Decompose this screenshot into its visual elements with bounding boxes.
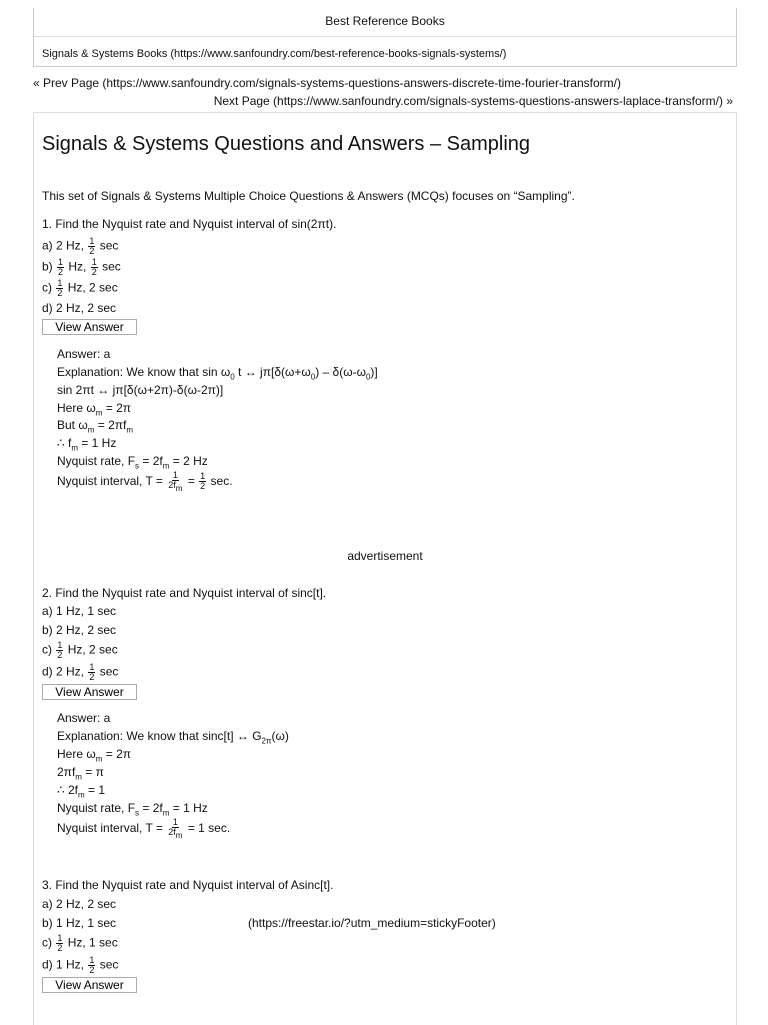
q2-explanation-line: ∴ $2f_m = 1$ [57, 783, 106, 800]
q2-answer: Answer: a [57, 711, 111, 725]
q3-option-c: c) $\frac{1}{2}$ Hz, 1 sec [42, 933, 118, 953]
q2-explanation-line: $2\pi f_m = \pi$ [57, 765, 104, 782]
page-title: Signals & Systems Questions and Answers – Sampling [42, 133, 531, 155]
q2-option-d: d) 2 Hz, $\frac{1}{2}$ sec [42, 662, 119, 682]
q2-explanation-line: Nyquist rate, $F_s = 2f_m = 1$ Hz [57, 801, 208, 818]
best-reference-books-link[interactable]: Best Reference Books [325, 14, 445, 28]
q1-explanation-line: Explanation: We know that $\sin \omega_0$ t ↔ $j\pi[\delta(\omega+\omega_0) - \delta(\omega-\omega_0)]$ [57, 365, 378, 382]
next-page-link[interactable]: Next Page (https://www.sanfoundry.com/signals-systems-questions-answers-laplace-transform/) » [213, 94, 733, 108]
fraction: $\frac{1}{2f_m}$ [168, 470, 183, 493]
q2-option-c: c) $\frac{1}{2}$ Hz, 2 sec [42, 640, 118, 660]
intro-text: This set of Signals & Systems Multiple Choice Questions & Answers (MCQs) focuses on “Sampling”. [42, 189, 575, 203]
q1-explanation-line: ∴ $f_m = 1$ Hz [57, 436, 117, 453]
q1-explanation-line: But $\omega_m = 2\pi f_m$ [57, 418, 134, 435]
fraction: $\frac{1}{2}$ [89, 955, 95, 975]
q2-option-a: a) 1 Hz, 1 sec [42, 604, 117, 618]
q1-answer: Answer: a [57, 347, 111, 361]
q3-option-b: b) 1 Hz, 1 sec [42, 916, 117, 930]
q1-option-c: c) $\frac{1}{2}$ Hz, 2 sec [42, 278, 118, 298]
fraction: $\frac{1}{2f_m}$ [168, 817, 183, 840]
q1-explanation-line: Nyquist rate, $F_s = 2f_m = 2$ Hz [57, 454, 208, 471]
q2-explanation-line: Nyquist interval, T = $\frac{1}{2f_m}$ = 1 sec. [57, 817, 231, 840]
top-reference-box [33, 8, 737, 67]
view-answer-button[interactable]: View Answer [42, 977, 137, 993]
q3-option-d: d) 1 Hz, $\frac{1}{2}$ sec [42, 955, 119, 975]
fraction: $\frac{1}{2}$ [57, 933, 63, 953]
question-3: 3. Find the Nyquist rate and Nyquist interval of Asinc[t]. [42, 878, 334, 892]
fraction: $\frac{1}{2}$ [89, 662, 95, 682]
q1-explanation-line: Here $\omega_m = 2\pi$ [57, 401, 132, 418]
question-1: 1. Find the Nyquist rate and Nyquist interval of sin(2πt). [42, 217, 337, 231]
view-answer-button[interactable]: View Answer [42, 319, 137, 335]
fraction: $\frac{1}{2}$ [57, 278, 63, 298]
q1-option-b: b) $\frac{1}{2}$ Hz, $\frac{1}{2}$ sec [42, 257, 121, 277]
q1-option-a: a) 2 Hz, $\frac{1}{2}$ sec [42, 236, 119, 256]
q2-option-b: b) 2 Hz, 2 sec [42, 623, 117, 637]
fraction: $\frac{1}{2}$ [89, 236, 95, 256]
q2-explanation-line: Explanation: We know that sinc[t] ↔ $G_{2\pi}(\omega)$ [57, 729, 289, 746]
question-2: 2. Find the Nyquist rate and Nyquist interval of sinc[t]. [42, 586, 327, 600]
q2-explanation-line: Here $\omega_m = 2\pi$ [57, 747, 132, 764]
q1-option-d: d) 2 Hz, 2 sec [42, 301, 117, 315]
fraction: $\frac{1}{2}$ [200, 471, 206, 492]
prev-page-link[interactable]: « Prev Page (https://www.sanfoundry.com/signals-systems-questions-answers-discrete-time-fourier-transform/) [33, 76, 621, 90]
q1-explanation-line: sin 2πt ↔ jπ[δ(ω+2π)-δ(ω-2π)] [57, 383, 224, 397]
article-container [33, 112, 737, 1025]
q1-explanation-line: Nyquist interval, T = $\frac{1}{2f_m}$ = $\frac{1}{2}$ sec. [57, 470, 233, 493]
view-answer-button[interactable]: View Answer [42, 684, 137, 700]
advertisement-label: advertisement [347, 549, 423, 563]
fraction: $\frac{1}{2}$ [58, 257, 64, 277]
divider [34, 36, 736, 37]
signals-systems-books-link[interactable]: Signals & Systems Books (https://www.sanfoundry.com/best-reference-books-signals-systems/) [42, 48, 507, 60]
fraction: $\frac{1}{2}$ [91, 257, 97, 277]
q3-option-a: a) 2 Hz, 2 sec [42, 897, 117, 911]
freestar-link[interactable]: (https://freestar.io/?utm_medium=stickyFooter) [248, 916, 496, 930]
fraction: $\frac{1}{2}$ [57, 640, 63, 660]
